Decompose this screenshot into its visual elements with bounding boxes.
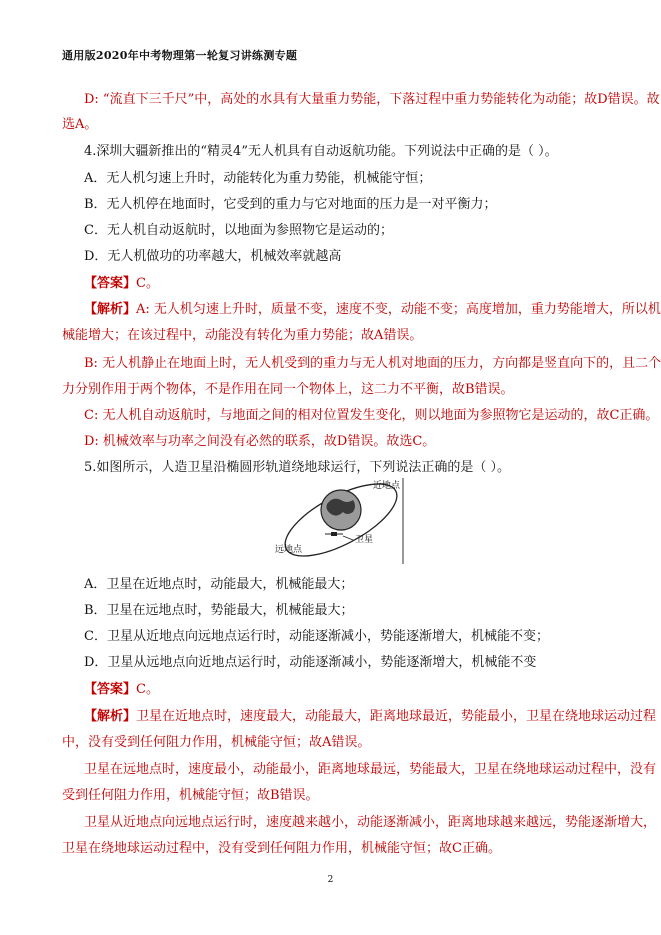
satellite-label: 卫星 bbox=[355, 535, 374, 545]
q5-stem: 5.如图所示，人造卫星沿椭圆形轨道绕地球运行，下列说法正确的是（ ）。 bbox=[84, 460, 511, 475]
q4-option-b: B．无人机停在地面时，它受到的重力与它对地面的压力是一对平衡力； bbox=[84, 197, 497, 212]
q4-stem: 4.深圳大疆新推出的“精灵4”无人机具有自动返航功能。下列说法中正确的是（ ）。 bbox=[84, 144, 558, 159]
satellite-leader-line bbox=[343, 536, 353, 540]
prev-explanation-d-line2: 选A。 bbox=[62, 117, 98, 132]
q4-analysis-c: C: 无人机自动返航时，与地面之间的相对位置发生变化，则以地面为参照物它是运动的，故C正确。 bbox=[84, 408, 659, 423]
q4-answer bbox=[84, 272, 159, 291]
q5-analysis-2b: 受到任何阻力作用，机械能守恒；故B错误。 bbox=[62, 788, 319, 803]
q4-option-c: C．无人机自动返航时，以地面为参照物它是运动的； bbox=[84, 223, 393, 238]
q5-option-b: B．卫星在远地点时，势能最大，机械能最大； bbox=[84, 603, 354, 618]
q4-option-a: A．无人机匀速上升时，动能转化为重力势能，机械能守恒； bbox=[84, 171, 432, 186]
q4-analysis-d: D: 机械效率与功率之间没有必然的联系，故D错误。故选C。 bbox=[84, 434, 436, 449]
q4-analysis-a1 bbox=[84, 298, 661, 317]
q4-analysis-b2: 力分别作用于两个物体，不是作用在同一个物体上，这二力不平衡，故B错误。 bbox=[62, 382, 514, 397]
q4-analysis-tag: 【解析】 bbox=[84, 302, 137, 317]
page-header: 通用版2020年中考物理第一轮复习讲练测专题 bbox=[62, 49, 298, 62]
q5-answer-tag: 【答案】 bbox=[84, 682, 137, 697]
q5-option-a: A．卫星在近地点时，动能最大，机械能最大； bbox=[84, 577, 354, 592]
q5-analysis-tag: 【解析】 bbox=[84, 709, 137, 724]
q4-answer-value: C。 bbox=[136, 276, 159, 291]
q5-analysis-3b: 卫星在绕地球运动过程中，没有受到任何阻力作用，机械能守恒；故C正确。 bbox=[62, 841, 501, 856]
q5-option-c: C．卫星从近地点向远地点运行时，动能逐渐减小，势能逐渐增大，机械能不变； bbox=[84, 629, 549, 644]
far-point-label: 远地点 bbox=[275, 545, 303, 555]
near-point-label: 近地点 bbox=[373, 481, 401, 491]
prev-explanation-d-line1: D: “流直下三千尺”中，高处的水具有大量重力势能，下落过程中重力势能转化为动能；故D错误。故 bbox=[84, 92, 660, 107]
q5-answer-value: C。 bbox=[136, 682, 159, 697]
q5-analysis-3a: 卫星从近地点向远地点运行时，速度越来越小，动能逐渐减小，距离地球越来越远，势能逐渐增大， bbox=[84, 815, 657, 830]
q4-answer-tag: 【答案】 bbox=[84, 276, 137, 291]
q5-analysis-2a: 卫星在远地点时，速度最小，动能最小，距离地球最远，势能最大，卫星在绕地球运动过程中，没有 bbox=[84, 762, 657, 777]
q5-analysis-1a-text: 卫星在近地点时，速度最大，动能最大，距离地球最近，势能最小，卫星在绕地球运动过程 bbox=[136, 709, 657, 724]
q5-analysis-1b: 中，没有受到任何阻力作用，机械能守恒；故A错误。 bbox=[62, 735, 371, 750]
q5-analysis-1a bbox=[84, 705, 656, 724]
q5-answer bbox=[84, 678, 159, 697]
page-number: 2 bbox=[327, 875, 334, 885]
satellite-orbit-figure bbox=[275, 474, 415, 566]
q4-analysis-b1: B: 无人机静止在地面上时，无人机受到的重力与无人机对地面的压力，方向都是竖直向下的，且二个 bbox=[84, 356, 661, 371]
q4-option-d: D．无人机做功的功率越大，机械效率就越高 bbox=[84, 249, 342, 264]
q4-analysis-a1-text: A: 无人机匀速上升时，质量不变，速度不变，动能不变；高度增加，重力势能增大，所以机 bbox=[136, 302, 661, 317]
q4-analysis-a2: 械能增大；在该过程中，动能没有转化为重力势能；故A错误。 bbox=[62, 328, 423, 343]
q5-option-d: D．卫星从远地点向近地点运行时，动能逐渐减小，势能逐渐增大，机械能不变 bbox=[84, 655, 537, 670]
